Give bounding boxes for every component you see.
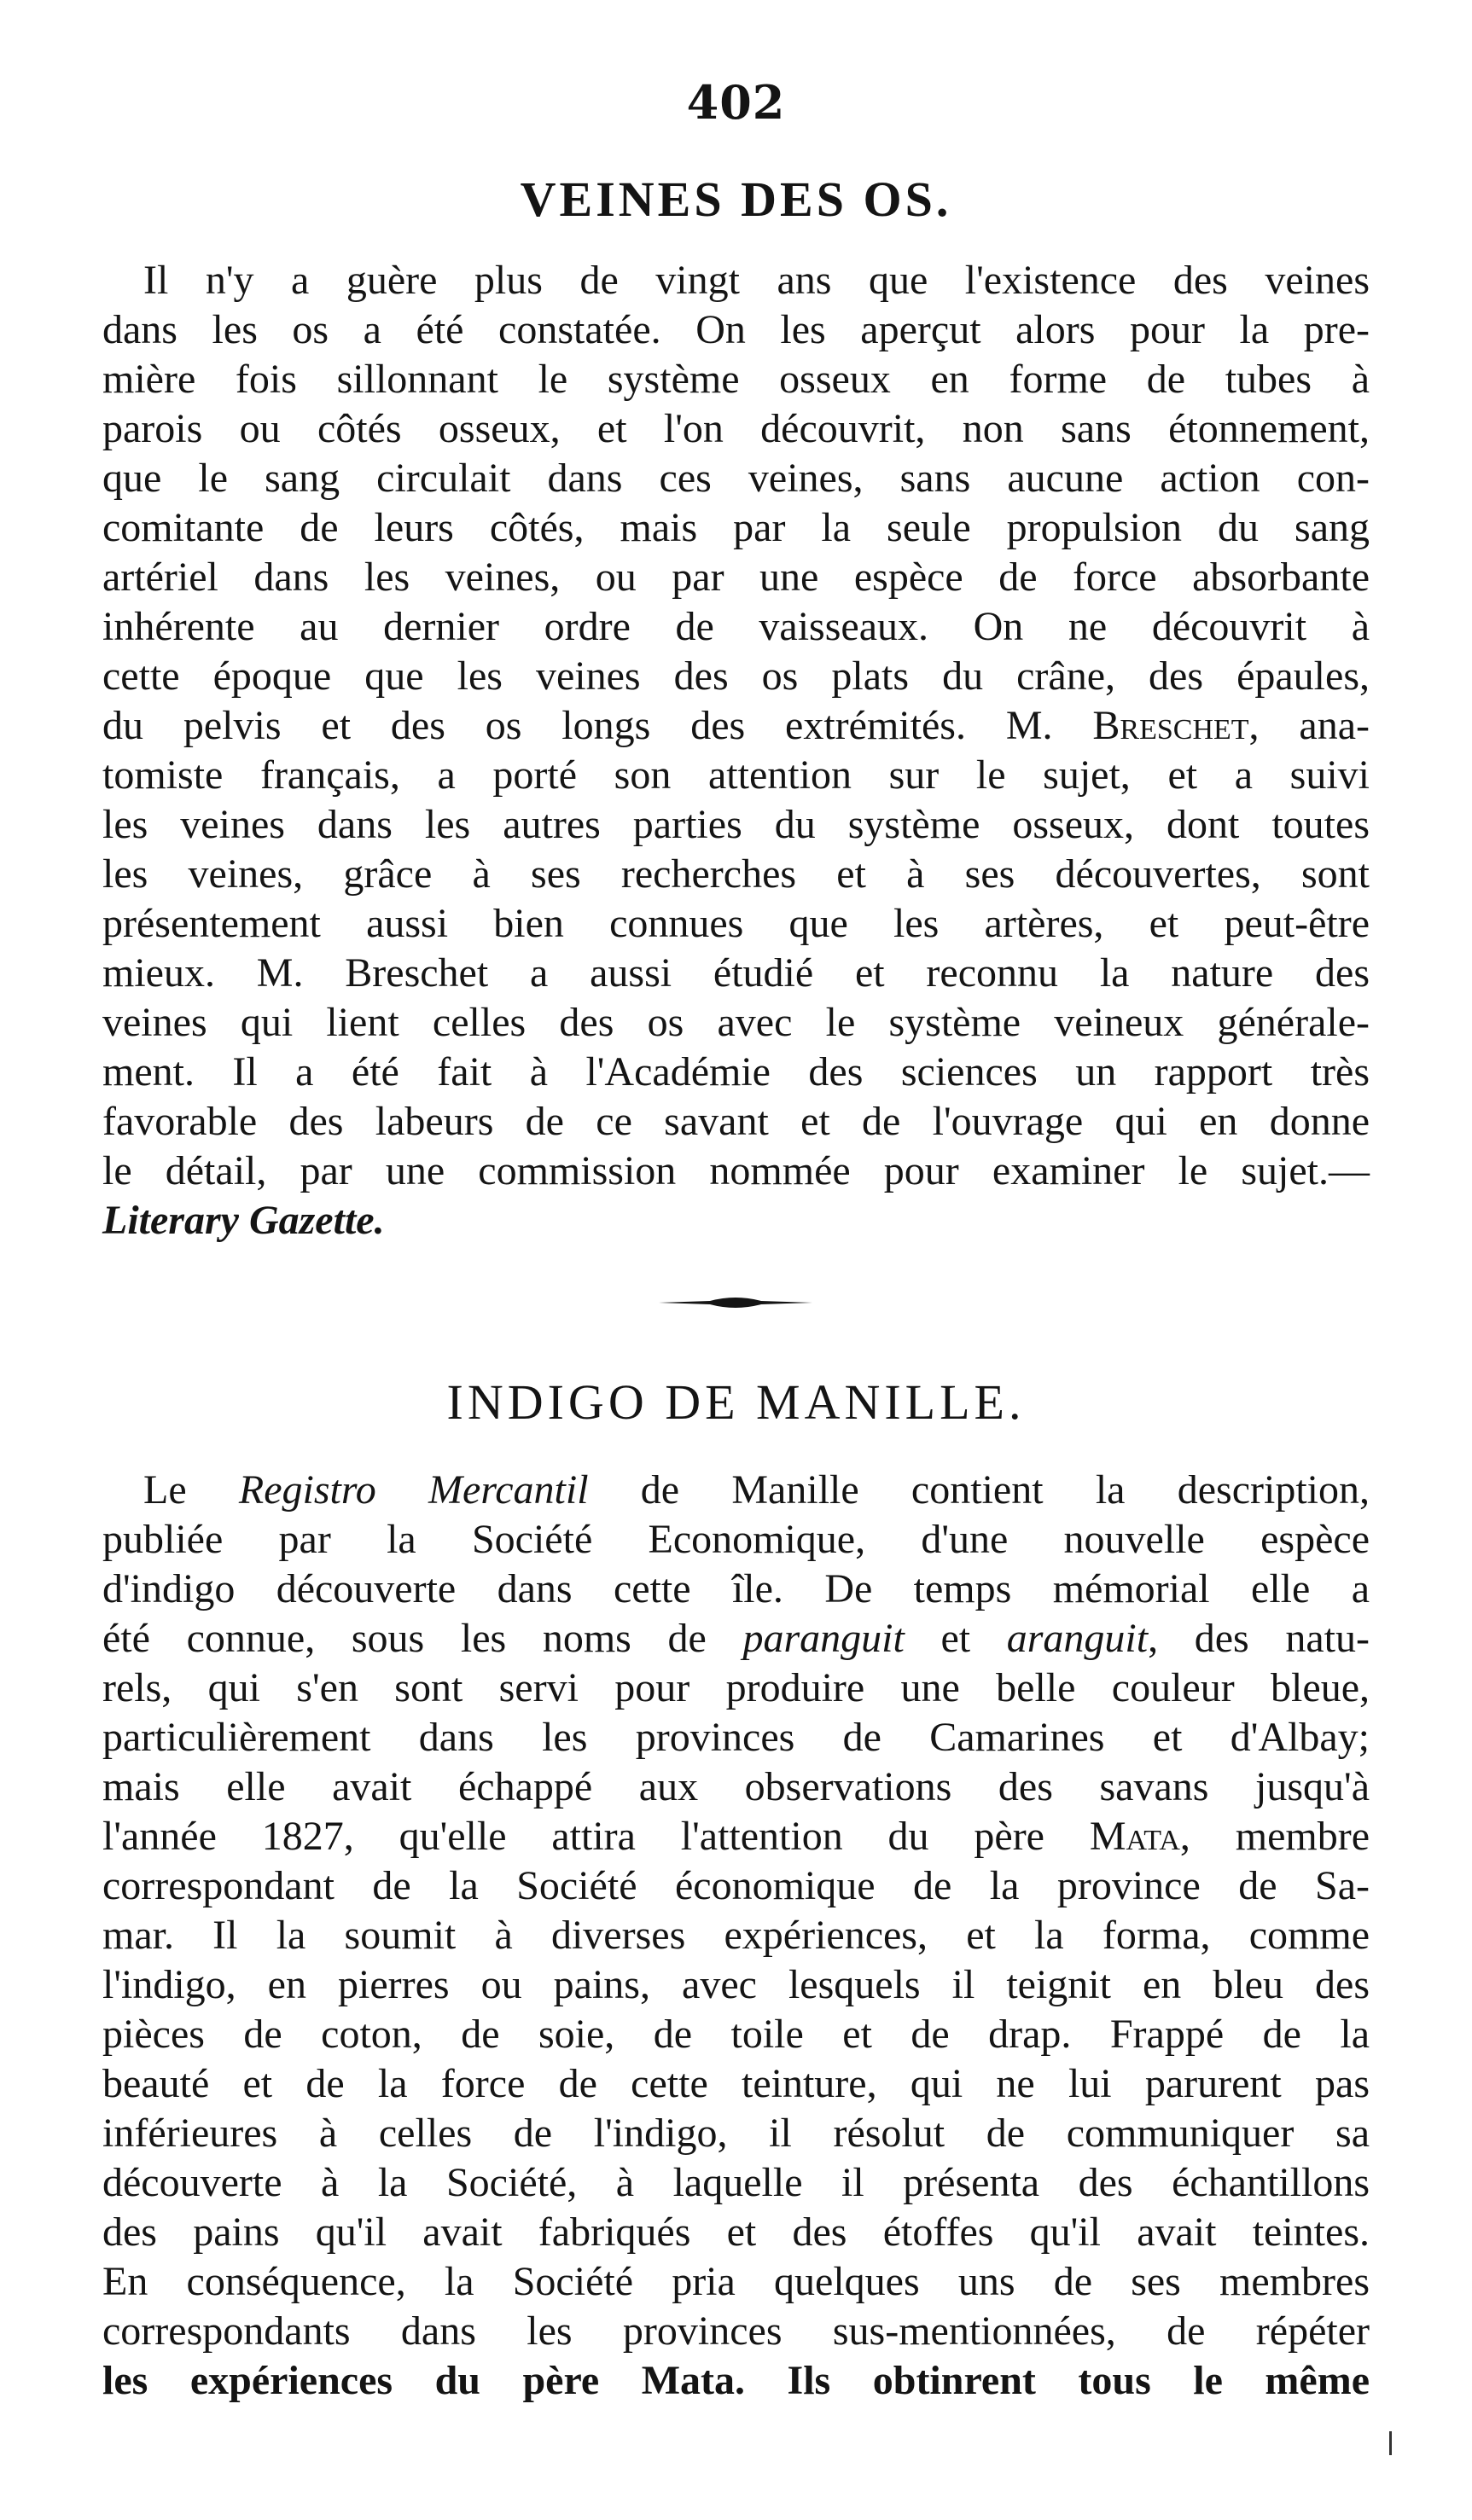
text-line: correspondant de la Société économique de la province de Sa- (102, 1863, 1370, 1908)
margin-mark (1389, 2431, 1392, 2455)
article-source: Literary Gazette. (102, 1198, 385, 1243)
text-segment: , des natu- (1148, 1616, 1370, 1661)
person-name: M. Breschet (1005, 703, 1249, 748)
text-line: correspondants dans les provinces sus-mentionnées, de répéter (102, 2308, 1370, 2354)
text-line: veines qui lient celles des os avec le système veineux générale- (102, 1000, 1370, 1045)
text-line: tomiste français, a porté son attention sur le sujet, et a suivi (102, 752, 1370, 798)
text-line: mieux. M. Breschet a aussi étudié et reconnu la nature des (102, 950, 1370, 996)
text-line: l'indigo, en pierres ou pains, avec lesquels il teignit en bleu des (102, 1962, 1370, 2007)
text-line: des pains qu'il avait fabriqués et des étoffes qu'il avait teintes. (102, 2209, 1370, 2255)
text-line: parois ou côtés osseux, et l'on découvrit, non sans étonnement, (102, 406, 1370, 451)
text-segment: de Manille contient la description, (588, 1467, 1370, 1513)
article-body-veines (102, 256, 1370, 1245)
text-line (102, 1466, 1370, 1515)
text-segment: l'année 1827, qu'elle attira l'attention du père (102, 1814, 1090, 1859)
text-line: beauté et de la force de cette teinture, qui ne lui parurent pas (102, 2061, 1370, 2106)
text-segment: , membre (1179, 1814, 1370, 1859)
article-body-indigo (102, 1466, 1370, 2406)
text-line: ment. Il a été fait à l'Académie des sciences un rapport très (102, 1049, 1370, 1095)
text-line: artériel dans les veines, ou par une espèce de force absorbante (102, 555, 1370, 600)
text-line: particulièrement dans les provinces de Camarines et d'Albay; (102, 1715, 1370, 1760)
text-line: comitante de leurs côtés, mais par la seule propulsion du sang (102, 505, 1370, 550)
text-line: les veines dans les autres parties du système osseux, dont toutes (102, 802, 1370, 847)
text-line: rels, qui s'en sont servi pour produire une belle couleur bleue, (102, 1665, 1370, 1710)
text-line: inhérente au dernier ordre de vaisseaux. On ne découvrit à (102, 604, 1370, 649)
text-line: découverte à la Société, à laquelle il présenta des échantillons (102, 2160, 1370, 2205)
term: aranguit (1006, 1616, 1149, 1661)
term: paranguit (742, 1616, 905, 1661)
text-line (102, 1614, 1370, 1664)
person-name: Mata (1089, 1814, 1180, 1859)
text-segment: du pelvis et des os longs des extrémités. (102, 703, 966, 748)
text-line: En conséquence, la Société pria quelques uns de ses membres (102, 2259, 1370, 2304)
section-divider (659, 1292, 812, 1313)
text-line: Il n'y a guère plus de vingt ans que l'existence des veines (143, 258, 1370, 303)
text-line: mar. Il la soumit à diverses expériences, et la forma, comme (102, 1913, 1370, 1958)
publication-name: Registro Mercantil (238, 1467, 589, 1513)
article-title-veines: VEINES DES OS. (520, 171, 952, 227)
text-line: le détail, par une commission nommée pour examiner le sujet.— (102, 1148, 1370, 1193)
page-number: 402 (686, 75, 786, 130)
text-line (102, 701, 1370, 751)
text-segment: été connue, sous les noms de (102, 1616, 743, 1661)
text-line: dans les os a été constatée. On les aperçut alors pour la pre- (102, 307, 1370, 352)
text-line: les veines, grâce à ses recherches et à ses découvertes, sont (102, 851, 1370, 897)
text-line: publiée par la Société Economique, d'une nouvelle espèce (102, 1517, 1370, 1562)
text-line (102, 1812, 1370, 1861)
text-line: d'indigo découverte dans cette île. De temps mémorial elle a (102, 1566, 1370, 1611)
text-segment: et (904, 1616, 1007, 1661)
text-line: présentement aussi bien connues que les artères, et peut-être (102, 901, 1370, 946)
text-line: cette époque que les veines des os plats du crâne, des épaules, (102, 653, 1370, 699)
article-title-indigo: INDIGO DE MANILLE. (446, 1374, 1026, 1430)
text-segment: , ana- (1248, 703, 1370, 748)
text-line: inférieures à celles de l'indigo, il résolut de communiquer sa (102, 2111, 1370, 2156)
text-line: pièces de coton, de soie, de toile et de drap. Frappé de la (102, 2012, 1370, 2057)
text-segment: Le (143, 1467, 239, 1513)
text-line: favorable des labeurs de ce savant et de l'ouvrage qui en donne (102, 1099, 1370, 1144)
text-line: les expériences du père Mata. Ils obtinrent tous le même (102, 2358, 1370, 2403)
text-line: mais elle avait échappé aux observations des savans jusqu'à (102, 1764, 1370, 1809)
text-line: mière fois sillonnant le système osseux en forme de tubes à (102, 357, 1370, 402)
text-line: que le sang circulait dans ces veines, sans aucune action con- (102, 456, 1370, 501)
